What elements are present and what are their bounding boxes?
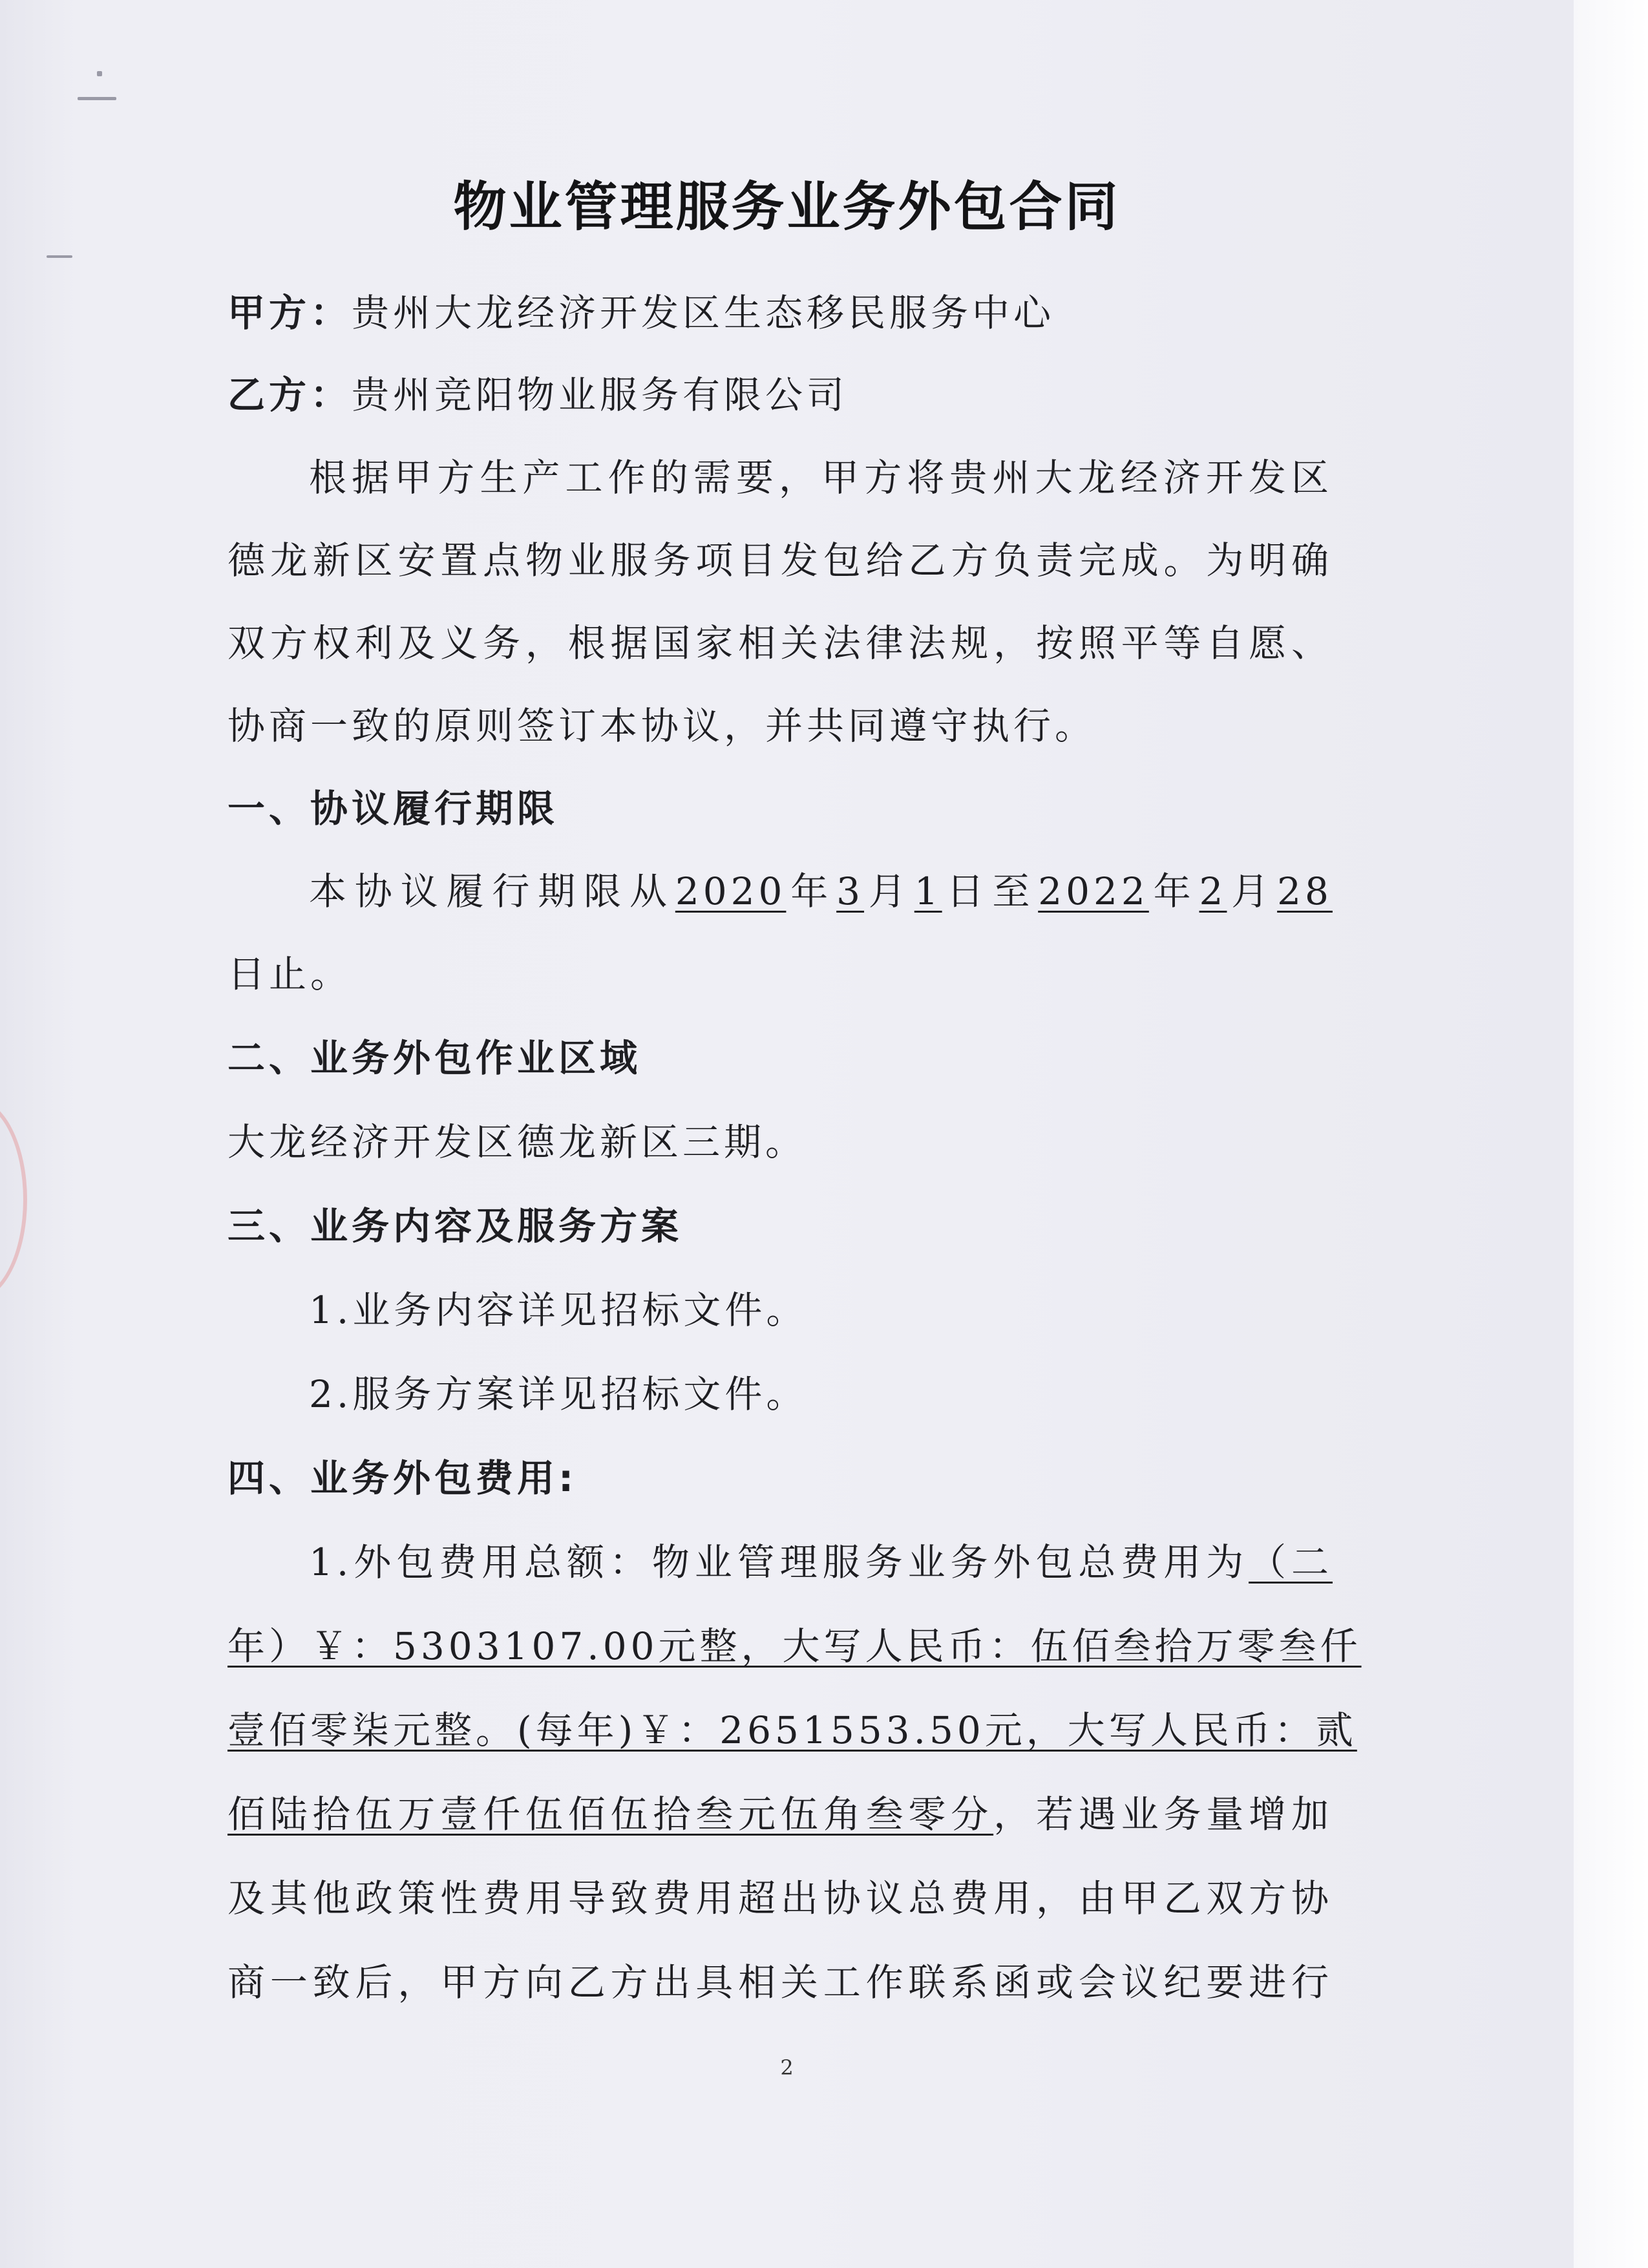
fee-line-3: 壹佰零柒元整。(每年)￥：2651553.50元，大写人民币：贰: [227, 1708, 1357, 1752]
party-a-label: 甲方：: [227, 291, 352, 335]
red-seal-edge: [0, 1099, 27, 1300]
intro-line-3: 双方权利及义务，根据国家相关法律法规，按照平等自愿、: [227, 621, 1333, 665]
fee-term-open: （二: [1249, 1540, 1333, 1584]
scan-speck: [78, 97, 116, 100]
fee-line-6: 商一致后，甲方向乙方出具相关工作联系函或会议纪要进行: [227, 1960, 1333, 2004]
intro-line-1: 根据甲方生产工作的需要，甲方将贵州大龙经济开发区: [309, 456, 1333, 500]
scan-border: [1574, 0, 1648, 2268]
scan-speck: [97, 71, 102, 76]
section-2-body: 大龙经济开发区德龙新区三期。: [227, 1120, 807, 1164]
party-b-line: [227, 372, 1333, 418]
start-day: 1: [914, 869, 942, 913]
fee-line-5: 及其他政策性费用导致费用超出协议总费用，由甲乙双方协: [227, 1876, 1333, 1920]
contract-title: 物业管理服务业务外包合同: [453, 176, 1121, 238]
section-4-heading: 四、业务外包费用:: [227, 1456, 578, 1500]
party-b-name: 贵州竞阳物业服务有限公司: [352, 373, 849, 417]
scan-speck: [47, 255, 72, 258]
page-number: 2: [780, 2055, 794, 2080]
party-a-line: [227, 290, 1333, 336]
month-char: 月: [864, 869, 914, 913]
term-suffix: 日止。: [227, 952, 352, 996]
end-year: 2022: [1038, 869, 1149, 913]
month-char-2: 月: [1227, 869, 1278, 913]
party-a-name: 贵州大龙经济开发区生态移民服务中心: [352, 291, 1055, 335]
section-2-heading: 二、业务外包作业区域: [227, 1036, 642, 1080]
fee-line-4: [227, 1791, 1333, 1838]
end-day: 28: [1277, 869, 1333, 913]
fee-increase-clause: ，若遇业务量增加: [993, 1792, 1333, 1836]
day-to-chars: 日至: [942, 869, 1039, 913]
fee-line-2: 年）￥：5303107.00元整，大写人民币：伍佰叁拾万零叁仟: [227, 1624, 1362, 1668]
intro-line-4: 协商一致的原则签订本协议，并共同遵守执行。: [227, 704, 1097, 748]
fee-line-1: [309, 1539, 1333, 1585]
year-char: 年: [786, 869, 837, 913]
section-3-heading: 三、业务内容及服务方案: [227, 1204, 683, 1248]
party-b-label: 乙方：: [227, 373, 352, 417]
section-1-heading: 一、协议履行期限: [227, 787, 559, 831]
term-line: [309, 868, 1333, 915]
section-3-item-2: 2.服务方案详见招标文件。: [309, 1372, 808, 1416]
start-month: 3: [836, 869, 865, 913]
year-char-2: 年: [1148, 869, 1199, 913]
term-prefix: 本协议履行期限从: [309, 869, 675, 913]
start-year: 2020: [675, 869, 787, 913]
fee-annual-amount-words: 佰陆拾伍万壹仟伍佰伍拾叁元伍角叁零分: [227, 1792, 994, 1836]
fee-intro: 1.外包费用总额：物业管理服务业务外包总费用为: [309, 1540, 1249, 1584]
end-month: 2: [1199, 869, 1227, 913]
section-3-item-1: 1.业务内容详见招标文件。: [309, 1288, 808, 1332]
intro-line-2: 德龙新区安置点物业服务项目发包给乙方负责完成。为明确: [227, 538, 1333, 582]
